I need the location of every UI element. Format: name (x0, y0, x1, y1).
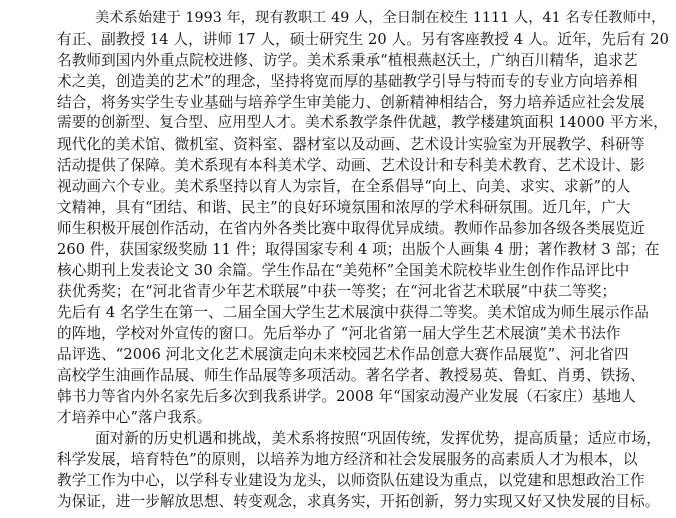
text-line: 品评选、“2006 河北文化艺术展演走向未来校园艺术作品创意大赛作品展览”、河北省四 (57, 346, 629, 363)
text-line: 文精神，具有“团结、和谐、民主”的良好环境氛围和浓厚的学术科研氛围。近几年，广大 (57, 199, 631, 216)
text-line: 260 件，获国家级奖励 11 件；取得国家专利 4 项；出版个人画集 4 册；著作教材 3 部；在 (57, 241, 660, 258)
text-line: 有正、副教授 14 人，讲师 17 人，硕士研究生 20 人。另有客座教授 4 人。近年，先后有 20 (57, 31, 669, 48)
text-line: 视动画六个专业。美术系坚持以育人为宗旨，在全系倡导“向上、向美、求实、求新”的人 (57, 178, 631, 195)
text-line: 先后有 4 名学生在第一、二届全国大学生艺术展演中获得二等奖。美术馆成为师生展示作品 (57, 304, 649, 321)
text-line: 韩书力等省内外名家先后多次到我系讲学。2008 年“国家动漫产业发展（石家庄）基地人 (57, 388, 636, 405)
text-line: 科学发展，培育特色”的原则，以培养为地方经济和社会发展服务的高素质人才为根本，以 (57, 451, 638, 468)
text-line: 结合，将务实学生专业基础与培养学生审美能力、创新精神相结合，努力培养适应社会发展 (57, 94, 645, 111)
text-line: 活动提供了保障。美术系现有本科美术学、动画、艺术设计和专科美术教育、艺术设计、影 (57, 157, 645, 174)
text-line: 高校学生油画作品展、师生作品展等多项活动。著名学者、教授易英、鲁虹、肖勇、铁扬、 (57, 367, 645, 384)
text-line: 师生积极开展创作活动，在省内外各类比赛中取得优异成绩。教师作品参加各级各类展览近 (57, 220, 645, 237)
text-line: 名教师到国内外重点院校进修、访学。美术系秉承“植根燕赵沃土，广纳百川精华，追求艺 (57, 52, 638, 69)
text-line: 现代化的美术馆、微机室、资料室、器材室以及动画、艺术设计实验室为开展教学、科研等 (57, 136, 645, 153)
text-line: 的阵地，学校对外宣传的窗口。先后举办了 “河北省第一届大学生艺术展演”美术书法作 (57, 325, 621, 342)
text-line: 美术系始建于 1993 年，现有教职工 49 人，全日制在校生 1111 人，41 名专任教师中， (95, 10, 666, 26)
text-line: 为保证，进一步解放思想、转变观念，求真务实，开拓创新，努力实现又好又快发展的目标。 (57, 493, 660, 510)
text-line: 面对新的历史机遇和挑战，美术系将按照“巩固传统，发挥优势，提高质量；适应市场， (95, 430, 661, 447)
text-line: 教学工作为中心，以学科专业建设为龙头，以师资队伍建设为重点，以党建和思想政治工作 (57, 472, 645, 489)
text-line: 需要的创新型、复合型、应用型人才。美术系教学条件优越，教学楼建筑面积 14000 平方米， (57, 115, 668, 131)
text-line: 核心期刊上发表论文 30 余篇。学生作品在“美苑杯”全国美术院校毕业生创作作品评比中 (57, 262, 630, 279)
text-line: 才培养中心”落户我系。 (57, 409, 212, 426)
text-line: 术之美，创造美的艺术”的理念，坚持将宽而厚的基础教学引导与特而专的专业方向培养相 (57, 73, 638, 90)
text-line: 获优秀奖；在“河北省青少年艺术联展”中获一等奖；在“河北省艺术联展”中获二等奖； (57, 283, 617, 300)
